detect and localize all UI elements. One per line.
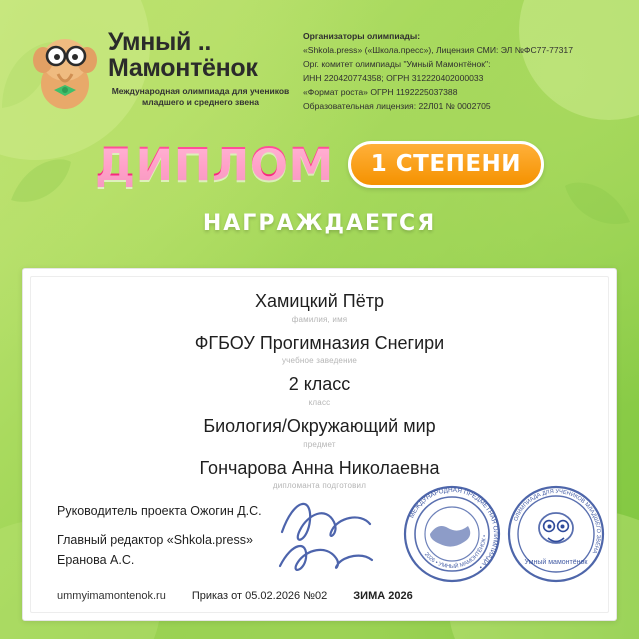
field-value: ФГБОУ Прогимназия Снегири (194, 332, 445, 353)
organizers-line: Орг. комитет олимпиады "Умный Мамонтёнок": (303, 58, 491, 69)
svg-text:Умный мамонтёнок: Умный мамонтёнок (524, 559, 588, 566)
organizers-block (303, 30, 615, 114)
field-label: фамилия, имя (291, 314, 348, 324)
logo-block (28, 26, 293, 112)
organizers-line: Образовательная лицензия: 22Л01 № 0002705 (303, 100, 491, 111)
fields-list (23, 269, 616, 490)
signature-line: Главный редактор «Shkola.press» (57, 533, 253, 548)
field-value: 2 класс (288, 374, 351, 395)
organizers-line: «Формат роста» ОГРН 1192225037388 (303, 86, 458, 97)
document-header (0, 0, 639, 114)
title-row (0, 138, 639, 191)
field-value: Гончарова Анна Николаевна (199, 457, 440, 478)
mammoth-logo-icon (28, 26, 102, 112)
logo-line1: Умный .. (108, 27, 212, 56)
field-teacher (63, 458, 576, 491)
handwritten-signature-icon (274, 490, 384, 580)
certificate-card (22, 268, 617, 621)
logo-text (108, 27, 293, 109)
field-label: класс (308, 398, 331, 408)
diploma-title: ДИПЛОМ (94, 137, 334, 191)
stamp-mammoth-icon (504, 482, 608, 586)
svg-text:2026 • УМНЫЙ МАМОНТЁНОК •: 2026 • УМНЫЙ МАМОНТЁНОК • (422, 534, 488, 571)
organizers-line: «Shkola.press» («Школа.пресс»), Лицензия СМИ: ЭЛ №ФС77-77317 (303, 44, 573, 55)
field-class (63, 374, 576, 407)
field-value: Хамицкий Пётр (255, 291, 384, 311)
svg-text:ОЛИМПИАДА ДЛЯ УЧЕНИКОВ МЛАДШЕГ: ОЛИМПИАДА ДЛЯ УЧЕНИКОВ МЛАДШЕГО ЗВЕНА (513, 488, 602, 555)
signature-line: Руководитель проекта Ожогин Д.С. (57, 503, 262, 518)
logo-subtitle: Международная олимпиада для учеников младшего и среднего звена (111, 85, 290, 107)
field-value: Биология/Окружающий мир (203, 416, 436, 437)
svg-text:МЕЖДУНАРОДНАЯ ПРЕДМЕТНАЯ ОЛИМП: МЕЖДУНАРОДНАЯ ПРЕДМЕТНАЯ ОЛИМПИАДА • (408, 486, 500, 571)
degree-badge: 1 СТЕПЕНИ (348, 141, 544, 188)
organizers-line: ИНН 220420774358; ОГРН 312220402000033 (303, 72, 484, 83)
field-school (63, 333, 576, 366)
field-subject (63, 416, 576, 449)
field-label: дипломанта подготовил (272, 481, 367, 491)
stamp-olympiad-icon (400, 482, 504, 586)
season-label: ЗИМА 2026 (353, 590, 413, 602)
order-number: Приказ от 05.02.2026 №02 (191, 590, 328, 602)
site-url[interactable]: ummyimamontenok.ru (57, 590, 166, 602)
document-footer (57, 590, 592, 602)
awarded-label: НАГРАЖДАЕТСЯ (202, 210, 437, 236)
field-name (63, 291, 576, 324)
logo-line2: Мамонтёнок (108, 53, 258, 82)
field-label: учебное заведение (281, 356, 358, 366)
field-label: предмет (303, 439, 336, 449)
signature-line: Еранова А.С. (57, 552, 135, 567)
organizers-title: Организаторы олимпиады: (303, 31, 421, 41)
